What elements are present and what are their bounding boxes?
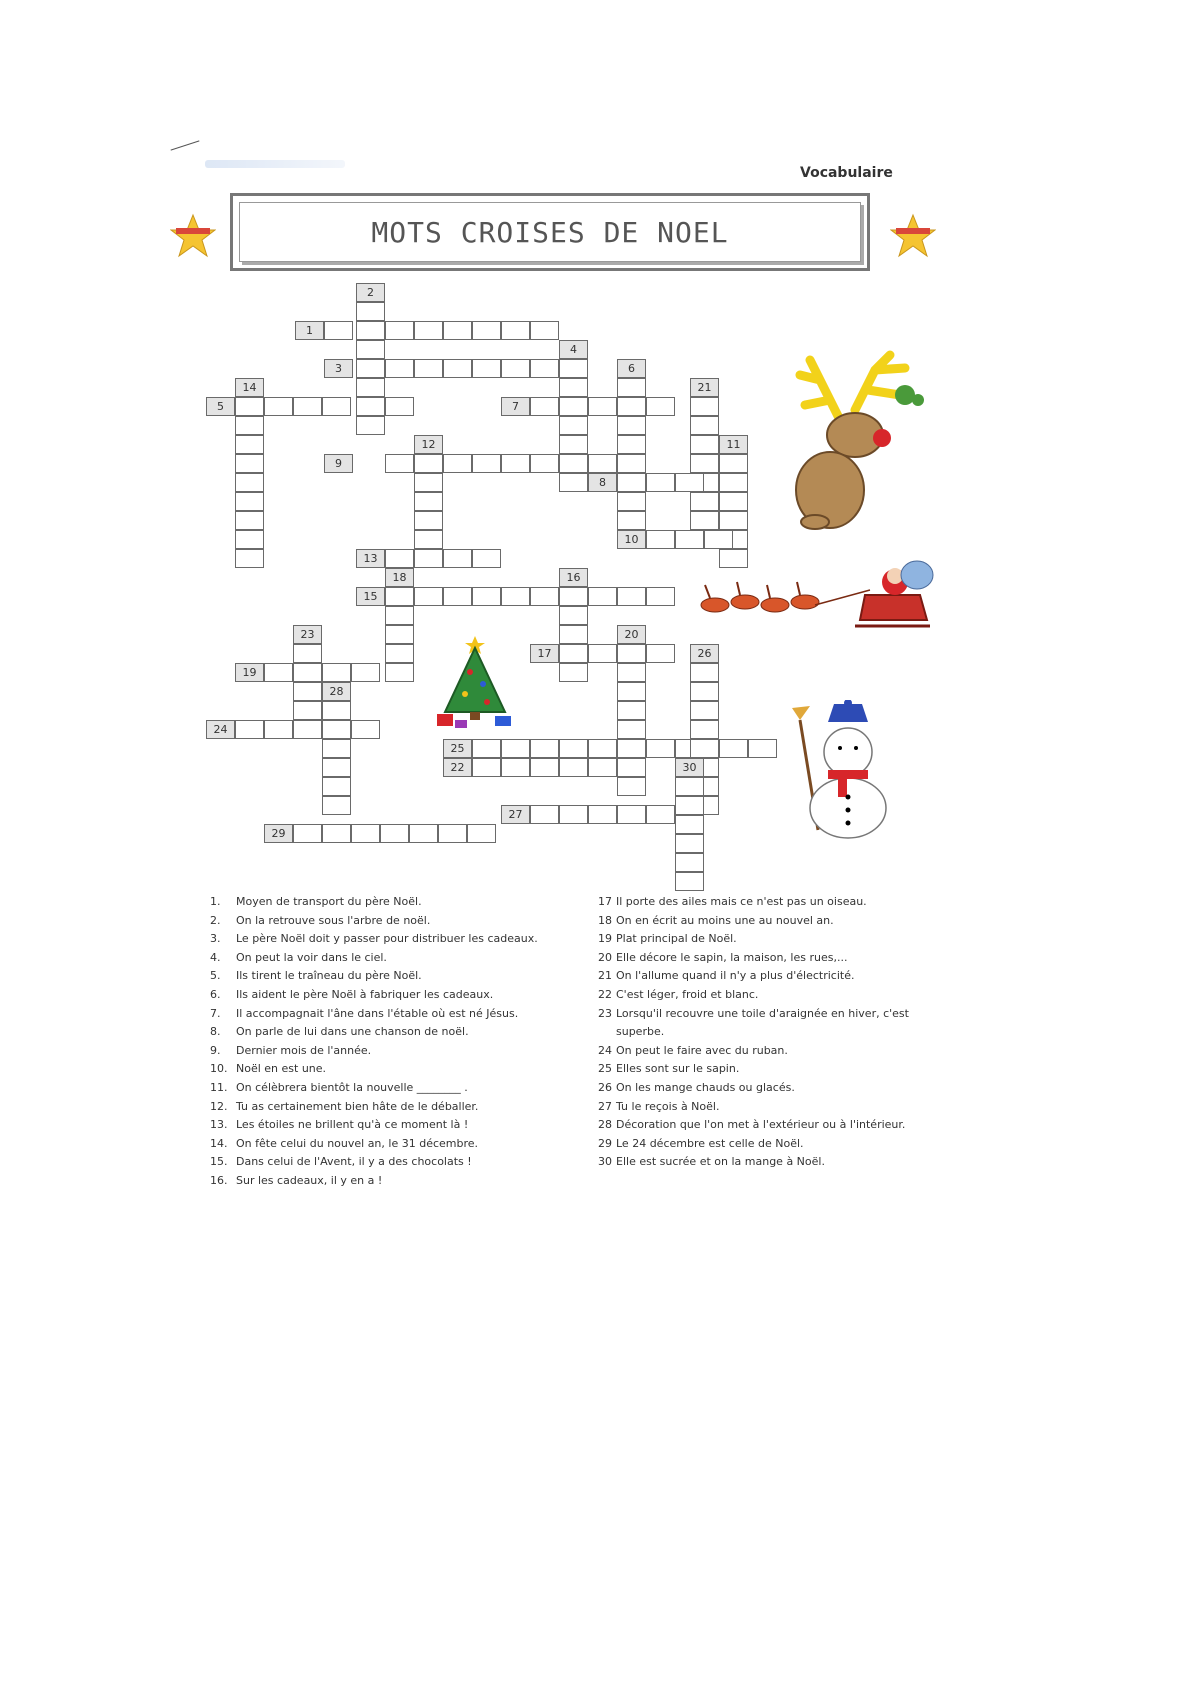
clue-text: Dans celui de l'Avent, il y a des chocolats ! — [236, 1155, 472, 1169]
crossword-cell[interactable] — [322, 720, 351, 739]
clue-number: 22 — [598, 987, 612, 1001]
crossword-cell[interactable] — [414, 454, 443, 473]
clue-text: Lorsqu'il recouvre une toile d'araignée en hiver, c'est superbe. — [616, 1006, 909, 1039]
crossword-cell[interactable] — [385, 549, 414, 568]
clue-text: Il porte des ailes mais ce n'est pas un oiseau. — [616, 895, 867, 908]
crossword-cell[interactable] — [588, 454, 617, 473]
crossword-cell[interactable] — [472, 739, 501, 758]
crossword-cell[interactable] — [385, 606, 414, 625]
clue-text: C'est léger, froid et blanc. — [616, 987, 759, 1001]
crossword-cell[interactable] — [646, 587, 675, 606]
crossword-cell[interactable] — [385, 321, 414, 340]
crossword-cell[interactable] — [675, 834, 704, 853]
crossword-cell[interactable] — [264, 663, 293, 682]
clue-number: 9. — [210, 1043, 221, 1057]
crossword-cell[interactable] — [385, 663, 414, 682]
crossword-cell[interactable] — [235, 530, 264, 549]
clue-text: On parle de lui dans une chanson de noël. — [236, 1025, 469, 1039]
clue-number-1: 1 — [295, 321, 324, 340]
clue-number-9: 9 — [324, 454, 353, 473]
crossword-cell[interactable] — [646, 644, 675, 663]
clue-number: 19 — [598, 932, 612, 946]
crossword-cell[interactable] — [322, 663, 351, 682]
crossword-cell[interactable] — [409, 824, 438, 843]
crossword-cell[interactable] — [293, 701, 322, 720]
clue-number-19: 19 — [235, 663, 264, 682]
crossword-cell[interactable] — [719, 511, 748, 530]
clue-item — [210, 949, 540, 968]
clue-number: 10. — [210, 1062, 228, 1076]
clue-item — [210, 1079, 540, 1098]
crossword-cell[interactable] — [559, 473, 588, 492]
clue-number: 11. — [210, 1080, 228, 1094]
clue-number-18: 18 — [385, 568, 414, 587]
crossword-cell[interactable] — [617, 805, 646, 824]
crossword-cell[interactable] — [235, 549, 264, 568]
clue-number: 13. — [210, 1118, 228, 1132]
clue-number-2: 2 — [356, 283, 385, 302]
clue-number-5: 5 — [206, 397, 235, 416]
clue-number: 17 — [598, 895, 612, 908]
clue-text: Elle décore le sapin, la maison, les rues,... — [616, 950, 848, 964]
crossword-cell[interactable] — [472, 321, 501, 340]
clue-number-14: 14 — [235, 378, 264, 397]
crossword-cell[interactable] — [559, 454, 588, 473]
crossword-cell[interactable] — [559, 739, 588, 758]
clue-text: On les mange chauds ou glacés. — [616, 1080, 795, 1094]
crossword-cell[interactable] — [690, 739, 719, 758]
clue-text: On célèbrera bientôt la nouvelle ________ . — [236, 1080, 468, 1094]
clue-number-29: 29 — [264, 824, 293, 843]
clue-number: 25 — [598, 1062, 612, 1076]
clue-number-26: 26 — [690, 644, 719, 663]
crossword-cell[interactable] — [719, 492, 748, 511]
clue-number-8: 8 — [588, 473, 617, 492]
crossword-cell[interactable] — [322, 777, 351, 796]
clue-item — [210, 1098, 540, 1117]
crossword-cell[interactable] — [467, 824, 496, 843]
crossword-cell[interactable] — [356, 340, 385, 359]
clue-item — [210, 930, 540, 949]
clue-item — [598, 1060, 928, 1079]
crossword-cell[interactable] — [472, 549, 501, 568]
crossword-cell[interactable] — [530, 739, 559, 758]
clue-number-23: 23 — [293, 625, 322, 644]
crossword-cell[interactable] — [559, 625, 588, 644]
clue-number: 21 — [598, 969, 612, 983]
clue-number-28: 28 — [322, 682, 351, 701]
clue-number-4: 4 — [559, 340, 588, 359]
page-title: MOTS CROISES DE NOEL — [371, 216, 729, 249]
clue-number: 29 — [598, 1136, 612, 1150]
clue-item — [210, 1153, 540, 1172]
crossword-cell[interactable] — [617, 378, 646, 397]
clue-number-13: 13 — [356, 549, 385, 568]
crossword-cell[interactable] — [588, 758, 617, 777]
crossword-cell[interactable] — [690, 397, 719, 416]
clue-number-6: 6 — [617, 359, 646, 378]
crossword-cell[interactable] — [530, 321, 559, 340]
crossword-cell[interactable] — [588, 805, 617, 824]
crossword-cell[interactable] — [293, 682, 322, 701]
clue-item — [598, 1005, 928, 1042]
clue-text: Les étoiles ne brillent qu'à ce moment là ! — [236, 1118, 469, 1132]
crossword-cell[interactable] — [675, 796, 704, 815]
crossword-cell[interactable] — [559, 378, 588, 397]
clue-text: Moyen de transport du père Noël. — [236, 895, 422, 908]
clue-number: 14. — [210, 1136, 228, 1150]
clue-item — [598, 930, 928, 949]
crossword-cell[interactable] — [501, 739, 530, 758]
crossword-cell[interactable] — [414, 492, 443, 511]
crossword-cell[interactable] — [617, 777, 646, 796]
clue-text: On en écrit au moins une au nouvel an. — [616, 913, 834, 927]
clue-item — [210, 912, 540, 931]
crossword-cell[interactable] — [356, 416, 385, 435]
clue-number-11: 11 — [719, 435, 748, 454]
clue-text: Elles sont sur le sapin. — [616, 1062, 740, 1076]
crossword-cell[interactable] — [559, 606, 588, 625]
clue-number-15: 15 — [356, 587, 385, 606]
clue-item — [598, 1098, 928, 1117]
crossword-cell[interactable] — [414, 321, 443, 340]
clue-number-3: 3 — [324, 359, 353, 378]
clue-item — [210, 986, 540, 1005]
crossword-cell[interactable] — [690, 454, 719, 473]
crossword-cell[interactable] — [443, 549, 472, 568]
clue-number: 6. — [210, 987, 221, 1001]
crossword-cell[interactable] — [264, 397, 293, 416]
crossword-cell[interactable] — [385, 625, 414, 644]
crossword-cell[interactable] — [443, 359, 472, 378]
crossword-cell[interactable] — [704, 530, 733, 549]
crossword-cell[interactable] — [324, 321, 353, 340]
crossword-cell[interactable] — [235, 511, 264, 530]
clue-number-20: 20 — [617, 625, 646, 644]
crossword-cell[interactable] — [501, 321, 530, 340]
crossword-cell[interactable] — [235, 397, 264, 416]
clue-number: 7. — [210, 1006, 221, 1020]
crossword-cell[interactable] — [559, 397, 588, 416]
crossword-cell[interactable] — [748, 739, 777, 758]
crossword-cell[interactable] — [264, 720, 293, 739]
clue-text: Ils aident le père Noël à fabriquer les cadeaux. — [236, 987, 494, 1001]
clue-number-30: 30 — [675, 758, 704, 777]
crossword-cell[interactable] — [559, 663, 588, 682]
clue-text: Sur les cadeaux, il y en a ! — [236, 1173, 383, 1187]
clue-item — [210, 1135, 540, 1154]
crossword-cell[interactable] — [235, 492, 264, 511]
clue-text: Décoration que l'on met à l'extérieur ou à l'intérieur. — [616, 1118, 906, 1132]
clue-text: Tu as certainement bien hâte de le déballer. — [236, 1099, 479, 1113]
crossword-cell[interactable] — [351, 824, 380, 843]
crossword-cell[interactable] — [530, 805, 559, 824]
clue-item — [598, 1042, 928, 1061]
clue-number: 12. — [210, 1099, 228, 1113]
clue-item — [210, 893, 540, 912]
clues-column-left — [210, 893, 540, 1191]
crossword-cell[interactable] — [235, 473, 264, 492]
clue-number-12: 12 — [414, 435, 443, 454]
crossword-cell[interactable] — [617, 416, 646, 435]
crossword-cell[interactable] — [385, 454, 414, 473]
clue-text: Ils tirent le traîneau du père Noël. — [236, 969, 422, 983]
crossword-cell[interactable] — [356, 378, 385, 397]
crossword-cell[interactable] — [617, 454, 646, 473]
clue-number: 5. — [210, 969, 221, 983]
clue-text: On l'allume quand il n'y a plus d'électricité. — [616, 969, 855, 983]
crossword-cell[interactable] — [385, 397, 414, 416]
clue-number: 26 — [598, 1080, 612, 1094]
crossword-cell[interactable] — [235, 416, 264, 435]
crossword-cell[interactable] — [414, 511, 443, 530]
crossword-cell[interactable] — [385, 644, 414, 663]
clue-item — [210, 1116, 540, 1135]
clue-text: Noël en est une. — [236, 1062, 327, 1076]
clue-number: 20 — [598, 950, 612, 964]
crossword-cell[interactable] — [617, 758, 646, 777]
clue-number: 28 — [598, 1118, 612, 1132]
crossword-cell[interactable] — [559, 805, 588, 824]
clue-item — [210, 1005, 540, 1024]
crossword-cell[interactable] — [617, 682, 646, 701]
crossword-cell[interactable] — [322, 796, 351, 815]
crossword-cell[interactable] — [559, 758, 588, 777]
clue-number-16: 16 — [559, 568, 588, 587]
crossword-cell[interactable] — [443, 587, 472, 606]
crossword-cell[interactable] — [588, 397, 617, 416]
clue-number: 27 — [598, 1099, 612, 1113]
reindeer-icon — [780, 350, 940, 530]
crossword-cell[interactable] — [322, 701, 351, 720]
crossword-cell[interactable] — [588, 739, 617, 758]
clue-number-22: 22 — [443, 758, 472, 777]
crossword-cell[interactable] — [293, 397, 322, 416]
crossword-cell[interactable] — [617, 720, 646, 739]
clue-text: Elle est sucrée et on la mange à Noël. — [616, 1155, 825, 1169]
crossword-cell[interactable] — [472, 454, 501, 473]
crossword-cell[interactable] — [646, 473, 675, 492]
clue-number: 2. — [210, 913, 221, 927]
clue-text: On la retrouve sous l'arbre de noël. — [236, 913, 431, 927]
clue-text: Dernier mois de l'année. — [236, 1043, 372, 1057]
clue-number-7: 7 — [501, 397, 530, 416]
clue-number-17: 17 — [530, 644, 559, 663]
clue-text: Tu le reçois à Noël. — [616, 1099, 720, 1113]
clue-item — [210, 1172, 540, 1191]
crossword-cell[interactable] — [617, 492, 646, 511]
crossword-cell[interactable] — [414, 587, 443, 606]
clue-number-21: 21 — [690, 378, 719, 397]
crossword-cell[interactable] — [530, 587, 559, 606]
clue-number-25: 25 — [443, 739, 472, 758]
crossword-cell[interactable] — [351, 720, 380, 739]
crossword-cell[interactable] — [675, 530, 704, 549]
clue-item — [598, 967, 928, 986]
clue-number: 1. — [210, 895, 221, 908]
clue-number: 15. — [210, 1155, 228, 1169]
clue-text: On peut la voir dans le ciel. — [236, 950, 387, 964]
crossword-cell[interactable] — [675, 853, 704, 872]
snowman-icon — [788, 700, 898, 840]
crossword-cell[interactable] — [617, 644, 646, 663]
crossword-cell[interactable] — [646, 397, 675, 416]
crossword-cell[interactable] — [690, 511, 719, 530]
clue-item — [598, 986, 928, 1005]
crossword-cell[interactable] — [235, 454, 264, 473]
crossword-cell[interactable] — [501, 454, 530, 473]
crossword-cell[interactable] — [472, 359, 501, 378]
crossword-cell[interactable] — [617, 473, 646, 492]
crossword-cell[interactable] — [472, 587, 501, 606]
sleigh-icon — [695, 560, 935, 640]
clue-item — [598, 1135, 928, 1154]
crossword-cell[interactable] — [588, 587, 617, 606]
clue-number: 8. — [210, 1025, 221, 1039]
crossword-cell[interactable] — [530, 359, 559, 378]
clue-item — [598, 1079, 928, 1098]
clue-item — [210, 1023, 540, 1042]
crossword-cell[interactable] — [293, 663, 322, 682]
crossword-cell[interactable] — [235, 435, 264, 454]
clue-number: 16. — [210, 1173, 228, 1187]
crossword-cell[interactable] — [414, 359, 443, 378]
crossword-cell[interactable] — [719, 739, 748, 758]
crossword-cell[interactable] — [501, 587, 530, 606]
crossword-cell[interactable] — [385, 587, 414, 606]
crossword-cell[interactable] — [675, 473, 704, 492]
crossword-cell[interactable] — [675, 777, 704, 796]
crossword-cell[interactable] — [690, 492, 719, 511]
crossword-cell[interactable] — [322, 758, 351, 777]
clue-number-27: 27 — [501, 805, 530, 824]
crossword-cell[interactable] — [675, 872, 704, 891]
crossword-cell[interactable] — [351, 663, 380, 682]
crossword-cell[interactable] — [356, 397, 385, 416]
clue-item — [598, 949, 928, 968]
crossword-cell[interactable] — [617, 587, 646, 606]
crossword-cell[interactable] — [646, 805, 675, 824]
clue-number: 24 — [598, 1043, 612, 1057]
clue-number: 30 — [598, 1155, 612, 1169]
clue-text: On peut le faire avec du ruban. — [616, 1043, 788, 1057]
crossword-cell[interactable] — [617, 701, 646, 720]
clue-text: Plat principal de Noël. — [616, 932, 737, 946]
clue-number: 4. — [210, 950, 221, 964]
crossword-cell[interactable] — [530, 397, 559, 416]
crossword-cell[interactable] — [356, 359, 385, 378]
clue-item — [598, 1116, 928, 1135]
clue-text: On fête celui du nouvel an, le 31 décembre. — [236, 1136, 479, 1150]
clue-number-24: 24 — [206, 720, 235, 739]
crossword-cell[interactable] — [617, 397, 646, 416]
crossword-cell[interactable] — [646, 530, 675, 549]
crossword-cell[interactable] — [690, 663, 719, 682]
crossword-cell[interactable] — [719, 454, 748, 473]
crossword-cell[interactable] — [322, 397, 351, 416]
clues-column-right — [598, 893, 928, 1172]
clue-item — [210, 1042, 540, 1061]
clue-number: 3. — [210, 932, 221, 946]
crossword-cell[interactable] — [501, 758, 530, 777]
clue-number: 18 — [598, 913, 612, 927]
crossword-cell[interactable] — [414, 530, 443, 549]
clue-text: Le 24 décembre est celle de Noël. — [616, 1136, 804, 1150]
crossword-cell[interactable] — [293, 720, 322, 739]
clue-number: 23 — [598, 1006, 612, 1020]
crossword-cell[interactable] — [646, 739, 675, 758]
crossword-cell[interactable] — [690, 682, 719, 701]
crossword-cell[interactable] — [690, 720, 719, 739]
crossword-cell[interactable] — [293, 644, 322, 663]
clue-item — [598, 1153, 928, 1172]
crossword-cell[interactable] — [443, 454, 472, 473]
christmas-tree-icon — [425, 632, 525, 732]
crossword-cell[interactable] — [385, 359, 414, 378]
crossword-cell[interactable] — [322, 739, 351, 758]
crossword-cell[interactable] — [380, 824, 409, 843]
crossword-cell[interactable] — [617, 435, 646, 454]
crossword-cell[interactable] — [617, 739, 646, 758]
crossword-cell[interactable] — [588, 644, 617, 663]
crossword-cell[interactable] — [472, 758, 501, 777]
clue-text: Le père Noël doit y passer pour distribuer les cadeaux. — [236, 932, 538, 946]
clue-item — [210, 967, 540, 986]
crossword-cell[interactable] — [559, 587, 588, 606]
crossword-cell[interactable] — [293, 824, 322, 843]
crossword-cell[interactable] — [414, 473, 443, 492]
crossword-cell[interactable] — [675, 815, 704, 834]
crossword-cell[interactable] — [414, 549, 443, 568]
crossword-cell[interactable] — [559, 416, 588, 435]
crossword-cell[interactable] — [559, 435, 588, 454]
clue-text: Il accompagnait l'âne dans l'étable où est né Jésus. — [236, 1006, 519, 1020]
crossword-cell[interactable] — [617, 663, 646, 682]
subject-label: Vocabulaire — [800, 165, 893, 181]
crossword-cell[interactable] — [356, 321, 385, 340]
crossword-cell[interactable] — [356, 302, 385, 321]
crossword-cell[interactable] — [501, 359, 530, 378]
crossword-cell[interactable] — [719, 473, 748, 492]
crossword-cell[interactable] — [530, 758, 559, 777]
clue-number-10: 10 — [617, 530, 646, 549]
crossword-cell[interactable] — [443, 321, 472, 340]
crossword-cell[interactable] — [690, 416, 719, 435]
crossword-cell[interactable] — [617, 511, 646, 530]
crossword-cell[interactable] — [690, 701, 719, 720]
crossword-cell[interactable] — [235, 720, 264, 739]
clue-item — [210, 1060, 540, 1079]
clue-item — [598, 912, 928, 931]
crossword-cell[interactable] — [530, 454, 559, 473]
crossword-cell[interactable] — [322, 824, 351, 843]
clue-item — [598, 893, 928, 912]
crossword-cell[interactable] — [559, 359, 588, 378]
crossword-cell[interactable] — [559, 644, 588, 663]
crossword-cell[interactable] — [690, 435, 719, 454]
crossword-cell[interactable] — [438, 824, 467, 843]
